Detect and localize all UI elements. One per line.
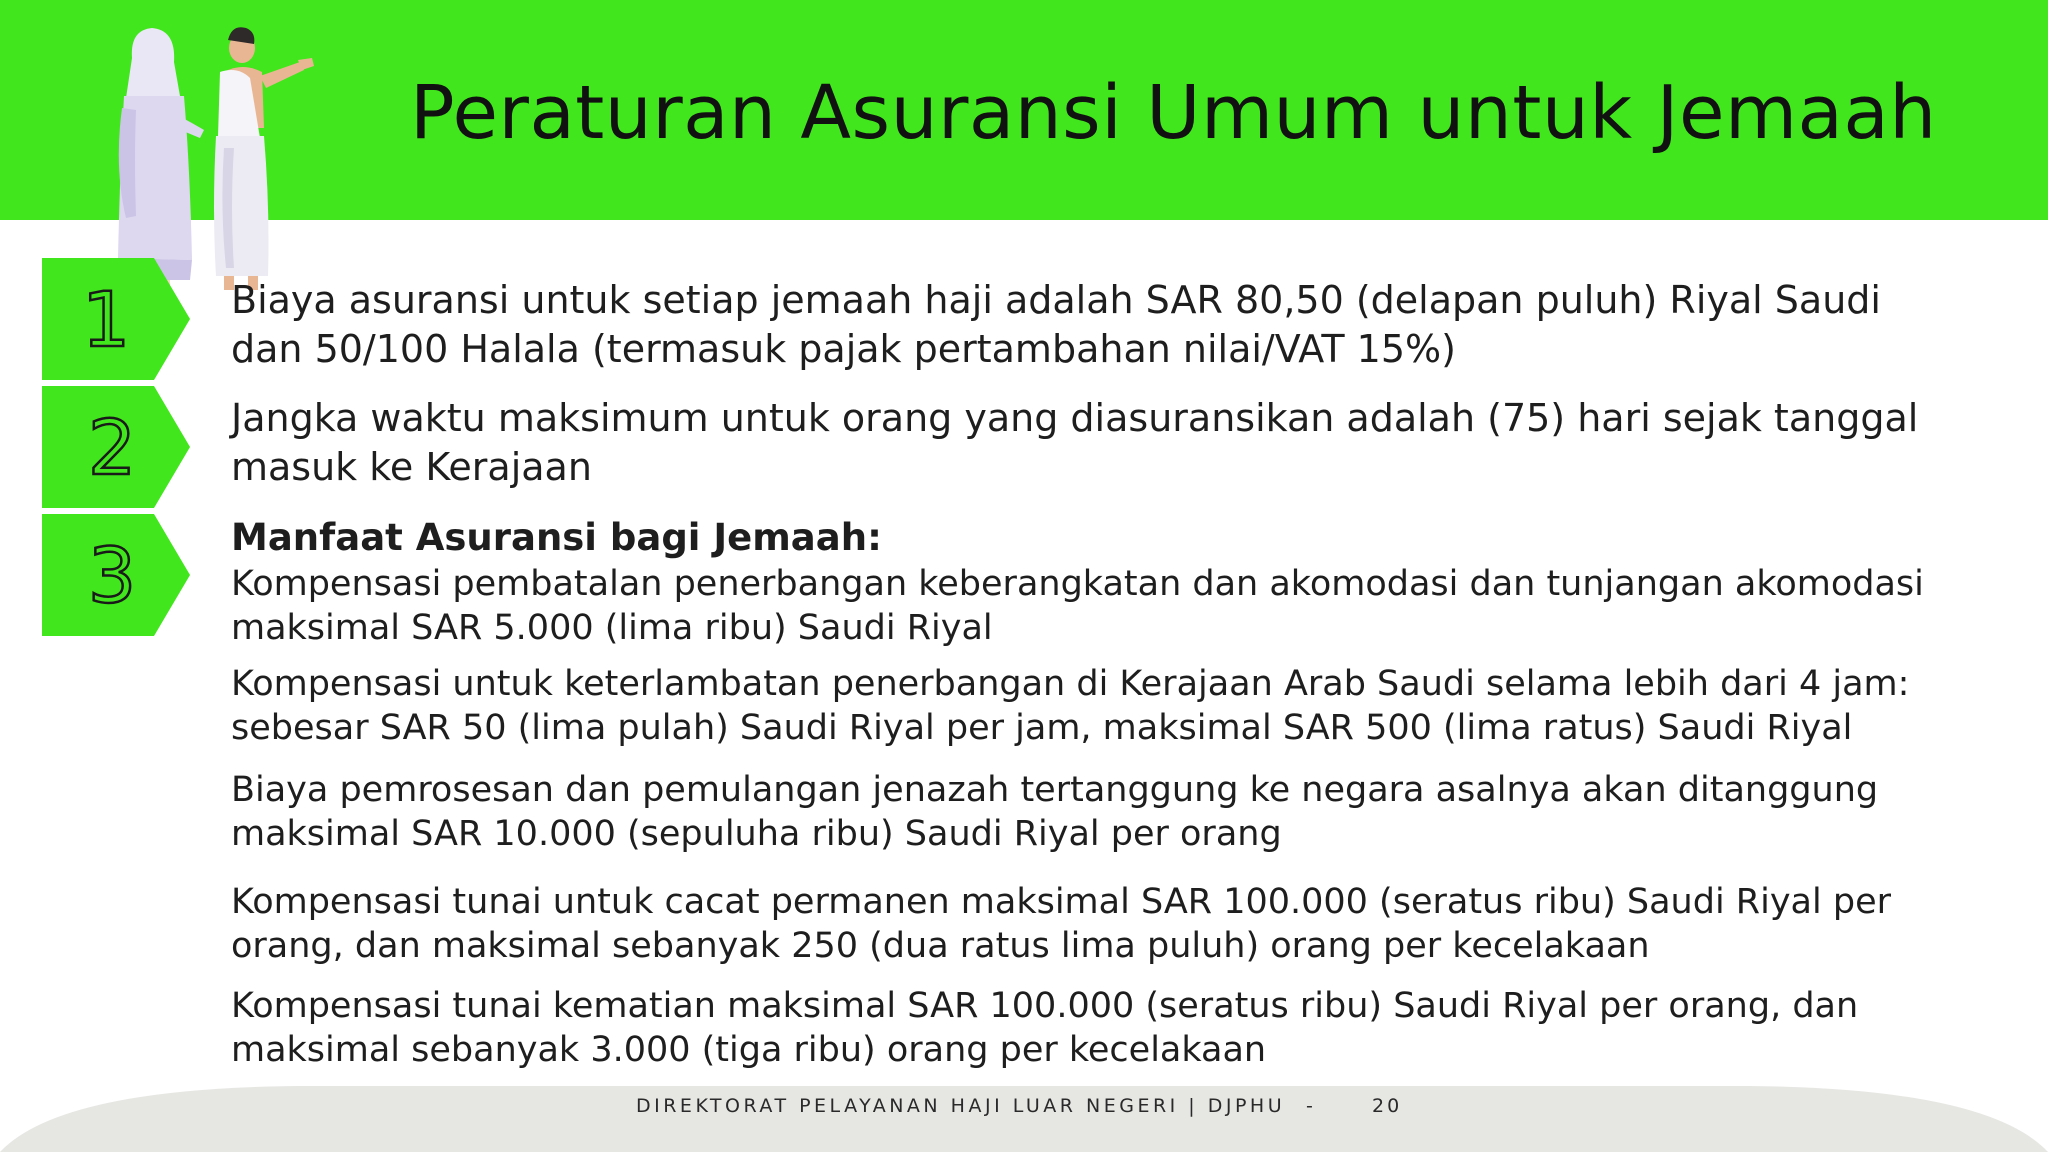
benefit-3-line-2: maksimal SAR 10.000 (sepuluha ribu) Saudi Riyal per orang: [231, 814, 1282, 854]
footer-separator: -: [1306, 1095, 1313, 1117]
badge-number: 3: [87, 531, 137, 620]
number-badge-2: [42, 386, 190, 508]
arrow-badge-icon: [42, 386, 190, 508]
badge-number: 2: [87, 403, 137, 492]
arrow-badge-icon: [42, 514, 190, 636]
page-number: 20: [1372, 1095, 1403, 1117]
item-2-line-2: masuk ke Kerajaan: [231, 445, 592, 489]
benefit-2-line-2: sebesar SAR 50 (lima pulah) Saudi Riyal per jam, maksimal SAR 500 (lima ratus) Saudi Riyal: [231, 708, 1853, 748]
item-1-line-1: Biaya asuransi untuk setiap jemaah haji adalah SAR 80,50 (delapan puluh) Riyal Saudi: [231, 278, 1881, 322]
benefit-5-line-1: Kompensasi tunai kematian maksimal SAR 100.000 (seratus ribu) Saudi Riyal per orang, dan: [231, 986, 1859, 1026]
item-2-line-1: Jangka waktu maksimum untuk orang yang diasuransikan adalah (75) hari sejak tanggal: [231, 396, 1919, 440]
number-badge-3: [42, 514, 190, 636]
pilgrims-illustration: [100, 18, 320, 298]
benefit-4-line-2: orang, dan maksimal sebanyak 250 (dua ratus lima puluh) orang per kecelakaan: [231, 926, 1650, 966]
benefit-1-line-1: Kompensasi pembatalan penerbangan keberangkatan dan akomodasi dan tunjangan akomodasi: [231, 564, 1924, 604]
arrow-badge-icon: [42, 258, 190, 380]
badge-number: 1: [81, 275, 131, 364]
footer-label: DIREKTORAT PELAYANAN HAJI LUAR NEGERI | DJPHU: [636, 1095, 1286, 1117]
benefit-1-line-2: maksimal SAR 5.000 (lima ribu) Saudi Riyal: [231, 608, 993, 648]
benefit-2-line-1: Kompensasi untuk keterlambatan penerbangan di Kerajaan Arab Saudi selama lebih dari 4 jam:: [231, 664, 1910, 704]
page-title: Peraturan Asuransi Umum untuk Jemaah: [410, 70, 1937, 156]
number-badge-1: [42, 258, 190, 380]
benefit-3-line-1: Biaya pemrosesan dan pemulangan jenazah tertanggung ke negara asalnya akan ditanggung: [231, 770, 1879, 810]
benefits-heading: Manfaat Asuransi bagi Jemaah:: [231, 516, 882, 559]
pilgrim-man-figure: [214, 27, 314, 290]
benefit-5-line-2: maksimal sebanyak 3.000 (tiga ribu) orang per kecelakaan: [231, 1030, 1267, 1070]
benefit-4-line-1: Kompensasi tunai untuk cacat permanen maksimal SAR 100.000 (seratus ribu) Saudi Riyal per: [231, 882, 1891, 922]
item-1-line-2: dan 50/100 Halala (termasuk pajak pertambahan nilai/VAT 15%): [231, 327, 1456, 371]
pilgrim-woman-figure: [118, 28, 204, 288]
